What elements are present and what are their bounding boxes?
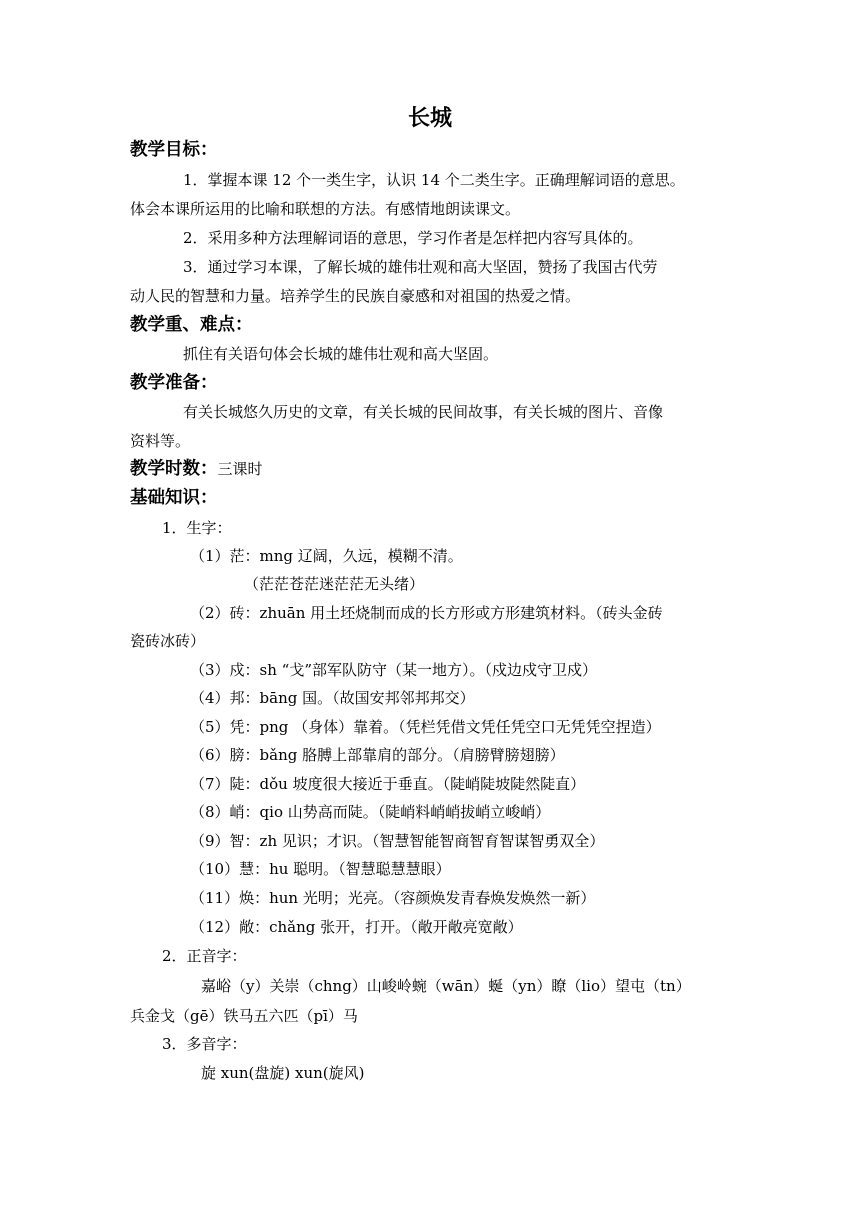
- char-entry-2: （2）砖：zhuān 用土坯烧制而成的长方形或方形建筑材料。（砖头金砖: [190, 604, 663, 622]
- item-1-title: 1．生字：: [162, 519, 232, 537]
- char-entry-3: （3）戍：sh “戈”部军队防守（某一地方）。（戍边戍守卫戍）: [190, 661, 598, 679]
- char-entry-1-words: （茫茫苍茫迷茫茫无头绪）: [244, 575, 425, 593]
- goal-line-1: 1．掌握本课 12 个一类生字，认识 14 个二类生字。正确理解词语的意思。: [183, 171, 685, 189]
- goal-line-5: 动人民的智慧和力量。培养学生的民族自豪感和对祖国的热爱之情。: [130, 287, 581, 305]
- page-title: 长城: [407, 106, 452, 131]
- char-entry-8: （8）峭：qio 山势高而陡。（陡峭料峭峭拔峭立峻峭）: [190, 803, 551, 821]
- hours-value: 三课时: [217, 460, 263, 478]
- pronunciation-line-2: 兵金戈（gē）铁马五六匹（pī）马: [130, 1007, 358, 1025]
- char-entry-4: （4）邦：bāng 国。（故国安邦邻邦邦交）: [190, 689, 475, 707]
- pronunciation-line-1: 嘉峪（y）关崇（chng）山峻岭蜿（wān）蜒（yn）瞭（lio）望屯（tn）: [201, 977, 691, 995]
- item-3-title: 3．多音字：: [162, 1035, 247, 1053]
- char-entry-5: （5）凭：png （身体）靠着。（凭栏凭借文凭任凭空口无凭凭空捏造）: [190, 718, 661, 736]
- hours-heading: 教学时数：: [130, 459, 218, 479]
- basics-heading: 基础知识：: [130, 488, 218, 508]
- char-entry-12: （12）敞：chǎng 张开，打开。（敞开敞亮宽敞）: [190, 918, 523, 936]
- item-2-title: 2．正音字：: [162, 947, 247, 965]
- goals-heading: 教学目标：: [130, 140, 218, 160]
- key-points-text: 抓住有关语句体会长城的雄伟壮观和高大坚固。: [183, 345, 499, 363]
- char-entry-2-cont: 瓷砖冰砖）: [130, 632, 206, 650]
- char-entry-11: （11）焕：hun 光明；光亮。（容颜焕发青春焕发焕然一新）: [190, 889, 596, 907]
- hours-row: [130, 456, 263, 482]
- char-entry-10: （10）慧：hu 聪明。（智慧聪慧慧眼）: [190, 860, 451, 878]
- key-points-heading: 教学重、难点：: [130, 315, 253, 335]
- char-entry-6: （6）膀：bǎng 胳膊上部靠肩的部分。（肩膀臂膀翅膀）: [190, 746, 565, 764]
- char-entry-9: （9）智：zh 见识；才识。（智慧智能智商智育智谋智勇双全）: [190, 832, 605, 850]
- char-entry-7: （7）陡：dǒu 坡度很大接近于垂直。（陡峭陡坡陡然陡直）: [190, 775, 586, 793]
- preparation-heading: 教学准备：: [130, 373, 218, 393]
- goal-line-2: 体会本课所运用的比喻和联想的方法。有感情地朗读课文。: [130, 200, 521, 218]
- polyphone-text: 旋 xun(盘旋) xun(旋风): [201, 1064, 365, 1082]
- goal-line-3: 2．采用多种方法理解词语的意思，学习作者是怎样把内容写具体的。: [183, 229, 643, 247]
- preparation-line-2: 资料等。: [130, 432, 191, 450]
- preparation-line-1: 有关长城悠久历史的文章，有关长城的民间故事，有关长城的图片、音像: [183, 403, 664, 421]
- goal-line-4: 3．通过学习本课，了解长城的雄伟壮观和高大坚固，赞扬了我国古代劳: [183, 258, 658, 276]
- char-entry-1: （1）茫：mng 辽阔，久远，模糊不清。: [190, 547, 463, 565]
